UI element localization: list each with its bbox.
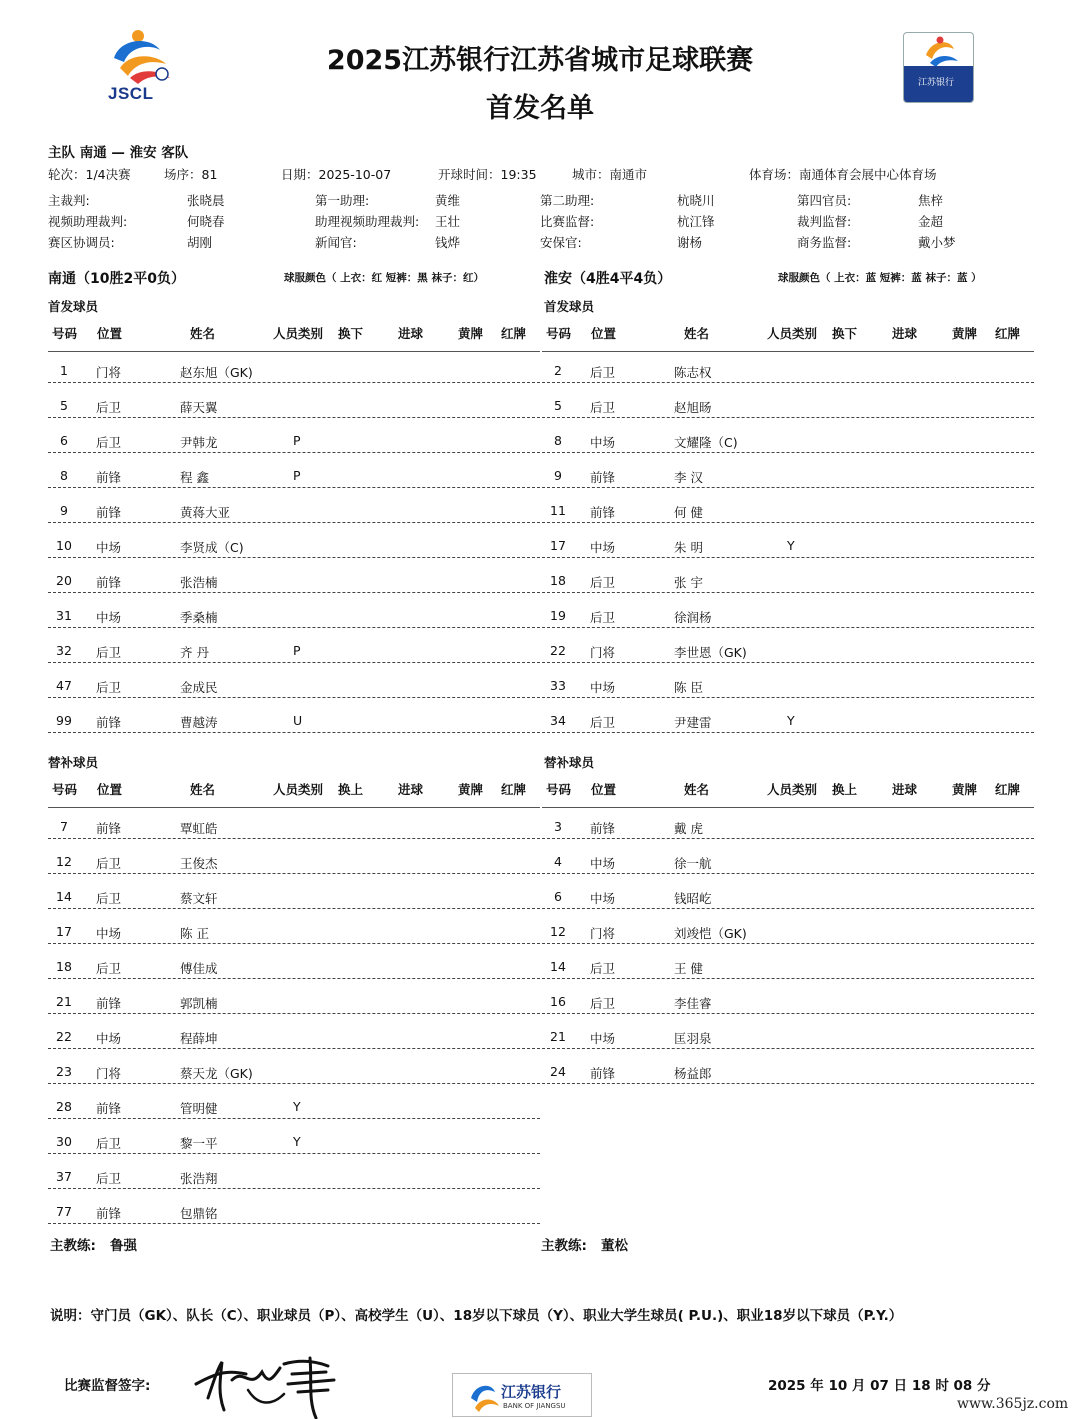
player-category: P: [293, 643, 301, 658]
player-position: 中场: [96, 540, 122, 555]
player-position: 中场: [96, 926, 122, 941]
player-name: 钱昭屹: [674, 891, 712, 906]
player-category: Y: [293, 1134, 301, 1149]
official-name: 胡刚: [187, 235, 213, 250]
home-starters-header-1: 位置: [97, 326, 123, 341]
official-role-label: 第四官员:: [797, 193, 852, 208]
official-name: 何晓春: [187, 214, 225, 229]
page-title: 2025江苏银行江苏省城市足球联赛: [326, 45, 754, 76]
player-name: 陈 正: [180, 926, 209, 941]
player-name: 程 鑫: [180, 470, 209, 485]
row-divider: [48, 1188, 540, 1189]
player-number: 14: [550, 959, 566, 974]
player-name: 赵旭旸: [674, 400, 712, 415]
player-name: 季桑楠: [180, 610, 218, 625]
home-team-name: 南通（10胜2平0负）: [48, 271, 185, 287]
row-divider: [48, 732, 540, 733]
player-name: 匡羽泉: [674, 1031, 712, 1046]
row-divider: [48, 1013, 540, 1014]
signed-datetime: 2025 年 10 月 07 日 18 时 08 分: [768, 1378, 991, 1394]
row-divider: [48, 417, 540, 418]
row-divider: [48, 1118, 540, 1119]
player-name: 曹越涛: [180, 715, 218, 730]
player-number: 5: [554, 398, 562, 413]
row-divider: [542, 592, 1034, 593]
row-divider: [542, 1048, 1034, 1049]
player-number: 34: [550, 713, 566, 728]
row-divider: [542, 487, 1034, 488]
player-position: 后卫: [96, 400, 122, 415]
player-name: 李世恩（GK): [674, 645, 747, 660]
player-number: 21: [56, 994, 72, 1009]
player-number: 22: [56, 1029, 72, 1044]
row-divider: [48, 978, 540, 979]
row-divider: [542, 452, 1034, 453]
row-divider: [542, 697, 1034, 698]
match-date: 日期：2025-10-07: [281, 167, 392, 182]
player-position: 中场: [590, 680, 616, 695]
player-number: 24: [550, 1064, 566, 1079]
away-coach-label: 主教练:: [541, 1238, 587, 1254]
player-name: 李佳睿: [674, 996, 712, 1011]
player-name: 齐 丹: [180, 645, 209, 660]
player-name: 徐润杨: [674, 610, 712, 625]
legend-note: 说明：守门员（GK）、队长（C）、职业球员（P）、高校学生（U）、18岁以下球员（Y）、职业大学生球员( P.U.)、职业18岁以下球员（P.Y.）: [50, 1308, 903, 1324]
player-number: 8: [554, 433, 562, 448]
row-divider: [48, 1048, 540, 1049]
official-name: 杭晓川: [677, 193, 715, 208]
player-number: 3: [554, 819, 562, 834]
row-divider: [48, 592, 540, 593]
home-subs-header-6: 黄牌: [458, 782, 484, 797]
player-number: 12: [550, 924, 566, 939]
away-kit-colors: 球服颜色（ 上衣：蓝 短裤：蓝 袜子：蓝 ）: [778, 272, 982, 284]
player-position: 后卫: [96, 1171, 122, 1186]
away-subs-header-2: 姓名: [684, 782, 710, 797]
away-coach-name: 董松: [601, 1238, 628, 1254]
home-starters-header-4: 换下: [338, 326, 364, 341]
player-number: 47: [56, 678, 72, 693]
player-number: 23: [56, 1064, 72, 1079]
player-position: 中场: [96, 610, 122, 625]
away-starters-header-0: 号码: [546, 326, 572, 341]
row-divider: [48, 557, 540, 558]
player-position: 前锋: [96, 821, 122, 836]
player-position: 后卫: [96, 1136, 122, 1151]
away-starters-header-divider: [542, 351, 1034, 352]
player-name: 黎一平: [180, 1136, 218, 1151]
player-position: 后卫: [96, 645, 122, 660]
player-position: 前锋: [590, 470, 616, 485]
player-name: 薛天翼: [180, 400, 218, 415]
away-subs-header-1: 位置: [591, 782, 617, 797]
player-number: 4: [554, 854, 562, 869]
player-position: 后卫: [96, 856, 122, 871]
player-position: 门将: [590, 926, 616, 941]
row-divider: [48, 452, 540, 453]
player-name: 金成民: [180, 680, 218, 695]
home-subs-header-3: 人员类别: [273, 782, 324, 797]
player-number: 31: [56, 608, 72, 623]
away-subs-header-4: 换上: [832, 782, 858, 797]
player-number: 9: [60, 503, 68, 518]
row-divider: [48, 908, 540, 909]
away-starters-title: 首发球员: [544, 299, 595, 314]
player-number: 17: [56, 924, 72, 939]
jscl-logo-text: JSCL: [108, 84, 154, 103]
player-position: 中场: [590, 540, 616, 555]
player-position: 门将: [96, 1066, 122, 1081]
player-name: 王俊杰: [180, 856, 218, 871]
player-name: 朱 明: [674, 540, 703, 555]
match-number: 场序：81: [164, 167, 218, 182]
player-number: 19: [550, 608, 566, 623]
home-starters-header-6: 黄牌: [458, 326, 484, 341]
player-position: 中场: [590, 1031, 616, 1046]
player-name: 陈志权: [674, 365, 712, 380]
player-name: 覃虹皓: [180, 821, 218, 836]
player-number: 18: [550, 573, 566, 588]
player-number: 18: [56, 959, 72, 974]
player-name: 陈 臣: [674, 680, 703, 695]
player-category: U: [293, 713, 303, 728]
player-name: 何 健: [674, 505, 703, 520]
player-number: 32: [56, 643, 72, 658]
row-divider: [542, 978, 1034, 979]
player-position: 前锋: [96, 470, 122, 485]
player-position: 前锋: [96, 575, 122, 590]
away-starters-header-5: 进球: [892, 326, 918, 341]
player-number: 17: [550, 538, 566, 553]
player-position: 前锋: [590, 1066, 616, 1081]
player-number: 6: [554, 889, 562, 904]
official-name: 杭江锋: [677, 214, 715, 229]
player-name: 蔡文轩: [180, 891, 218, 906]
player-position: 后卫: [590, 961, 616, 976]
player-name: 戴 虎: [674, 821, 703, 836]
official-role-label: 第一助理:: [315, 193, 370, 208]
player-number: 6: [60, 433, 68, 448]
official-role-label: 助理视频助理裁判:: [315, 214, 420, 229]
official-name: 钱烨: [435, 235, 461, 250]
row-divider: [48, 522, 540, 523]
player-name: 蔡天龙（GK): [180, 1066, 253, 1081]
bank-of-jiangsu-logo: [452, 1373, 592, 1417]
official-role-label: 裁判监督:: [797, 214, 852, 229]
row-divider: [542, 943, 1034, 944]
player-position: 门将: [96, 365, 122, 380]
player-number: 5: [60, 398, 68, 413]
home-starters-header-3: 人员类别: [273, 326, 324, 341]
home-kit-colors: 球服颜色（ 上衣：红 短裤：黑 袜子：红）: [284, 272, 484, 284]
row-divider: [542, 382, 1034, 383]
home-subs-header-divider: [48, 807, 540, 808]
row-divider: [48, 838, 540, 839]
player-number: 28: [56, 1099, 72, 1114]
player-name: 管明健: [180, 1101, 218, 1116]
player-category: Y: [787, 713, 795, 728]
away-subs-header-5: 进球: [892, 782, 918, 797]
player-name: 黄蒋大亚: [180, 505, 231, 520]
away-starters-header-2: 姓名: [684, 326, 710, 341]
row-divider: [48, 662, 540, 663]
player-position: 前锋: [590, 821, 616, 836]
home-subs-title: 替补球员: [48, 755, 99, 770]
row-divider: [48, 382, 540, 383]
player-position: 中场: [590, 435, 616, 450]
home-starters-header-divider: [48, 351, 540, 352]
home-subs-header-4: 换上: [338, 782, 364, 797]
bank-logo-text: 江苏银行: [501, 1383, 562, 1401]
player-name: 文耀隆（C): [674, 435, 738, 450]
player-category: Y: [787, 538, 795, 553]
official-role-label: 第二助理:: [540, 193, 595, 208]
away-subs-title: 替补球员: [544, 755, 595, 770]
player-number: 33: [550, 678, 566, 693]
player-name: 尹建雷: [674, 715, 712, 730]
player-name: 郭凯楠: [180, 996, 218, 1011]
player-number: 77: [56, 1204, 72, 1219]
bank-card-text: 江苏银行: [918, 78, 955, 88]
official-name: 金超: [918, 214, 944, 229]
away-team-name: 淮安（4胜4平4负）: [544, 271, 672, 287]
home-starters-header-5: 进球: [398, 326, 424, 341]
player-number: 37: [56, 1169, 72, 1184]
away-subs-header-3: 人员类别: [767, 782, 818, 797]
home-starters-header-2: 姓名: [190, 326, 216, 341]
player-position: 前锋: [96, 1101, 122, 1116]
player-position: 后卫: [590, 715, 616, 730]
player-number: 9: [554, 468, 562, 483]
player-number: 1: [60, 363, 68, 378]
official-name: 谢杨: [677, 235, 703, 250]
official-role-label: 赛区协调员:: [48, 235, 115, 250]
row-divider: [542, 627, 1034, 628]
row-divider: [48, 1223, 540, 1224]
player-position: 后卫: [96, 961, 122, 976]
player-position: 前锋: [96, 505, 122, 520]
row-divider: [48, 487, 540, 488]
away-subs-header-6: 黄牌: [952, 782, 978, 797]
official-name: 张晓晨: [187, 193, 225, 208]
player-position: 中场: [96, 1031, 122, 1046]
away-starters-header-4: 换下: [832, 326, 858, 341]
player-name: 刘竣恺（GK): [674, 926, 747, 941]
watermark: www.365jz.com: [957, 1396, 1069, 1412]
row-divider: [542, 1083, 1034, 1084]
player-position: 后卫: [96, 680, 122, 695]
player-position: 后卫: [590, 365, 616, 380]
player-category: P: [293, 468, 301, 483]
home-starters-header-0: 号码: [52, 326, 78, 341]
official-name: 焦梓: [918, 193, 944, 208]
player-position: 后卫: [590, 400, 616, 415]
player-position: 后卫: [590, 575, 616, 590]
player-name: 包鼎铭: [180, 1206, 218, 1221]
player-number: 12: [56, 854, 72, 869]
player-number: 30: [56, 1134, 72, 1149]
row-divider: [48, 1083, 540, 1084]
player-number: 11: [550, 503, 566, 518]
player-number: 16: [550, 994, 566, 1009]
row-divider: [542, 873, 1034, 874]
player-category: P: [293, 433, 301, 448]
row-divider: [542, 522, 1034, 523]
player-number: 14: [56, 889, 72, 904]
bank-logo-english: BANK OF JIANGSU: [503, 1402, 566, 1410]
official-name: 黄维: [435, 193, 461, 208]
player-name: 李 汉: [674, 470, 703, 485]
away-subs-header-divider: [542, 807, 1034, 808]
player-number: 22: [550, 643, 566, 658]
player-position: 后卫: [590, 996, 616, 1011]
player-position: 后卫: [96, 435, 122, 450]
player-name: 徐一航: [674, 856, 712, 871]
player-name: 赵东旭（GK): [180, 365, 253, 380]
player-position: 后卫: [96, 891, 122, 906]
row-divider: [48, 1153, 540, 1154]
official-role-label: 安保官:: [540, 235, 582, 250]
row-divider: [48, 873, 540, 874]
player-name: 张 宇: [674, 575, 703, 590]
official-role-label: 商务监督:: [797, 235, 852, 250]
player-name: 王 健: [674, 961, 703, 976]
player-number: 2: [554, 363, 562, 378]
match-stadium: 体育场：南通体育会展中心体育场: [749, 167, 937, 182]
official-name: 戴小梦: [918, 235, 956, 250]
player-number: 21: [550, 1029, 566, 1044]
row-divider: [48, 943, 540, 944]
row-divider: [48, 697, 540, 698]
row-divider: [48, 627, 540, 628]
home-starters-header-7: 红牌: [501, 326, 527, 341]
player-name: 张浩翔: [180, 1171, 218, 1186]
player-name: 李贤成（C): [180, 540, 244, 555]
away-starters-header-6: 黄牌: [952, 326, 978, 341]
player-position: 前锋: [96, 996, 122, 1011]
match-round: 轮次：1/4决赛: [48, 167, 131, 182]
player-position: 前锋: [96, 715, 122, 730]
home-starters-title: 首发球员: [48, 299, 99, 314]
home-subs-header-7: 红牌: [501, 782, 527, 797]
official-name: 王壮: [435, 214, 461, 229]
row-divider: [542, 1013, 1034, 1014]
player-name: 傅佳成: [180, 961, 218, 976]
home-subs-header-1: 位置: [97, 782, 123, 797]
row-divider: [542, 908, 1034, 909]
player-number: 8: [60, 468, 68, 483]
kickoff-time: 开球时间：19:35: [438, 167, 537, 182]
row-divider: [542, 557, 1034, 558]
official-role-label: 新闻官:: [315, 235, 357, 250]
player-number: 7: [60, 819, 68, 834]
official-role-label: 视频助理裁判:: [48, 214, 128, 229]
official-role-label: 比赛监督:: [540, 214, 595, 229]
home-subs-header-0: 号码: [52, 782, 78, 797]
match-city: 城市：南通市: [572, 167, 648, 182]
player-name: 程薛坤: [180, 1031, 218, 1046]
player-position: 后卫: [590, 610, 616, 625]
player-name: 尹韩龙: [180, 435, 218, 450]
home-coach-label: 主教练:: [50, 1238, 96, 1254]
row-divider: [542, 838, 1034, 839]
row-divider: [542, 417, 1034, 418]
away-starters-header-3: 人员类别: [767, 326, 818, 341]
player-position: 前锋: [96, 1206, 122, 1221]
player-position: 前锋: [590, 505, 616, 520]
handwritten-signature: [188, 1350, 348, 1419]
player-category: Y: [293, 1099, 301, 1114]
away-subs-header-0: 号码: [546, 782, 572, 797]
player-position: 中场: [590, 891, 616, 906]
player-position: 门将: [590, 645, 616, 660]
home-subs-header-2: 姓名: [190, 782, 216, 797]
player-name: 杨益郎: [674, 1066, 712, 1081]
player-name: 张浩楠: [180, 575, 218, 590]
away-starters-header-7: 红牌: [995, 326, 1021, 341]
teams-line: 主队 南通 — 淮安 客队: [48, 145, 189, 161]
player-position: 中场: [590, 856, 616, 871]
home-coach-name: 鲁强: [110, 1238, 137, 1254]
official-role-label: 主裁判:: [48, 193, 90, 208]
player-number: 20: [56, 573, 72, 588]
home-subs-header-5: 进球: [398, 782, 424, 797]
row-divider: [542, 662, 1034, 663]
page-subtitle: 首发名单: [486, 93, 594, 124]
player-number: 99: [56, 713, 72, 728]
signature-label: 比赛监督签字:: [64, 1378, 151, 1394]
row-divider: [542, 732, 1034, 733]
away-starters-header-1: 位置: [591, 326, 617, 341]
player-number: 10: [56, 538, 72, 553]
away-subs-header-7: 红牌: [995, 782, 1021, 797]
